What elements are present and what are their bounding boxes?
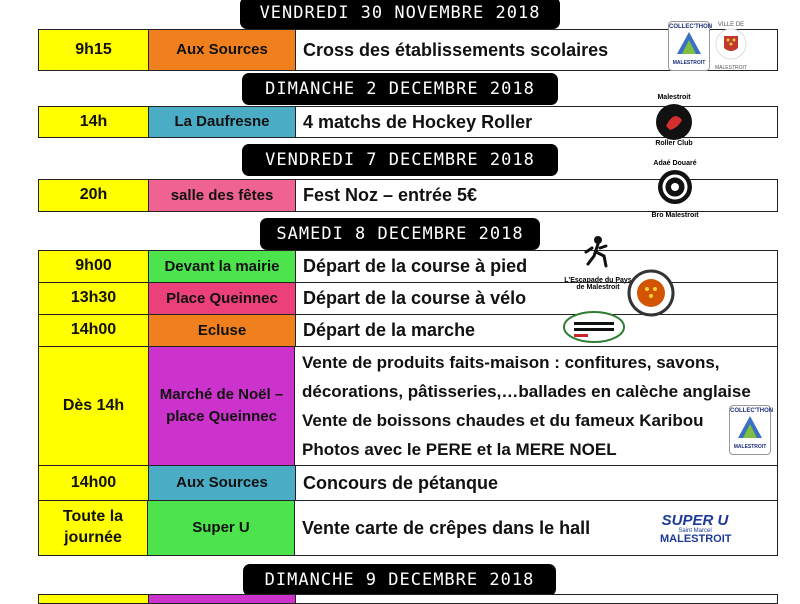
description-line: Vente de boissons chaudes et du fameux Karibou (302, 411, 704, 430)
collecthon-logo-mark (735, 414, 765, 442)
dans-club-bottom-text: Bro Malestroit (651, 212, 699, 219)
event-place: salle des fêtes (149, 180, 296, 211)
event-description (295, 347, 777, 465)
walking-club-mark (562, 310, 626, 344)
walking-club-logo (562, 310, 626, 344)
seal-mark (626, 268, 676, 318)
collecthon-logo-sub: MALESTROIT (672, 60, 706, 66)
description-line: Photos avec le PERE et la MERE NOEL (302, 440, 617, 459)
day-header: DIMANCHE 2 DECEMBRE 2018 (242, 73, 558, 105)
event-time: 9h00 (39, 251, 149, 282)
roller-club-bottom-text: Roller Club (655, 140, 693, 147)
day-header: DIMANCHE 9 DECEMBRE 2018 (243, 564, 556, 596)
runner-icon (562, 232, 634, 272)
event-time: Dès 14h (39, 347, 149, 465)
description-line: décorations, pâtisseries,…ballades en calèche anglaise (302, 382, 751, 401)
dans-club-top-text: Adaé Douaré (653, 160, 697, 167)
day-header: VENDREDI 7 DECEMBRE 2018 (242, 144, 558, 176)
event-description (296, 595, 777, 603)
event-description: Départ de la course à vélo (303, 288, 527, 308)
collecthon-logo-mark (674, 30, 704, 58)
event-description: Départ de la marche (303, 320, 476, 340)
event-place: Ecluse (149, 315, 296, 346)
seal-logo (626, 268, 676, 318)
collecthon-logo-title: COLLEC'THON (730, 408, 774, 414)
escapade-logo (562, 232, 634, 291)
event-time: 14h00 (39, 315, 149, 346)
event-place: Aux Sources (149, 466, 296, 500)
ville-logo-sub: MALESTROIT (715, 65, 747, 71)
event-place: Super U (148, 501, 295, 555)
day-header: SAMEDI 8 DECEMBRE 2018 (260, 218, 540, 250)
event-time: 14h (39, 107, 149, 137)
event-description: Concours de pétanque (303, 472, 499, 493)
event-description: Départ de la course à pied (303, 256, 528, 276)
event-description: Fest Noz – entrée 5€ (303, 185, 478, 205)
event-time (39, 595, 149, 603)
event-place: Place Queinnec (149, 283, 296, 314)
escapade-text: L'Escapade du Pays de Malestroit (564, 277, 632, 291)
roller-club-logo (648, 96, 700, 148)
ville-malestroit-logo (710, 22, 752, 70)
event-description: 4 matchs de Hockey Roller (303, 111, 533, 132)
ville-logo-mark (715, 28, 747, 60)
event-row (38, 314, 778, 347)
event-time: 20h (39, 180, 149, 211)
collecthon-logo (668, 21, 713, 71)
event-time: 9h15 (39, 30, 149, 70)
super-u-subtitle: Saint Marcel (678, 528, 712, 534)
description-line: Vente de produits faits-maison : confitures, savons, (302, 353, 720, 372)
event-place: Devant la mairie (149, 251, 296, 282)
roller-club-top-text: Malestroit (657, 94, 691, 101)
event-row (38, 29, 778, 71)
event-time: 13h30 (39, 283, 149, 314)
dans-club-logo (650, 160, 700, 218)
event-description: Cross des établissements scolaires (303, 39, 609, 60)
event-place (149, 595, 296, 603)
event-row (38, 465, 778, 501)
event-row-partial (38, 594, 778, 604)
event-time: Toute la journée (39, 501, 148, 555)
super-u-wordmark: SUPER U (661, 512, 729, 529)
collecthon-logo-title: COLLEC'THON (669, 24, 713, 30)
ville-logo-title: VILLE DE (717, 22, 745, 28)
event-place: Marché de Noël – place Queinnec (149, 347, 295, 465)
super-u-city: MALESTROIT (660, 533, 732, 545)
event-place: Aux Sources (149, 30, 296, 70)
collecthon-logo (729, 405, 774, 455)
collecthon-logo-sub: MALESTROIT (733, 444, 767, 450)
event-description: Vente carte de crêpes dans le hall (302, 517, 591, 538)
super-u-logo (660, 513, 730, 549)
day-header: VENDREDI 30 NOVEMBRE 2018 (240, 0, 560, 29)
event-place: La Daufresne (149, 107, 296, 137)
event-time: 14h00 (39, 466, 149, 500)
event-row (38, 346, 778, 466)
triskell-icon (650, 167, 700, 207)
